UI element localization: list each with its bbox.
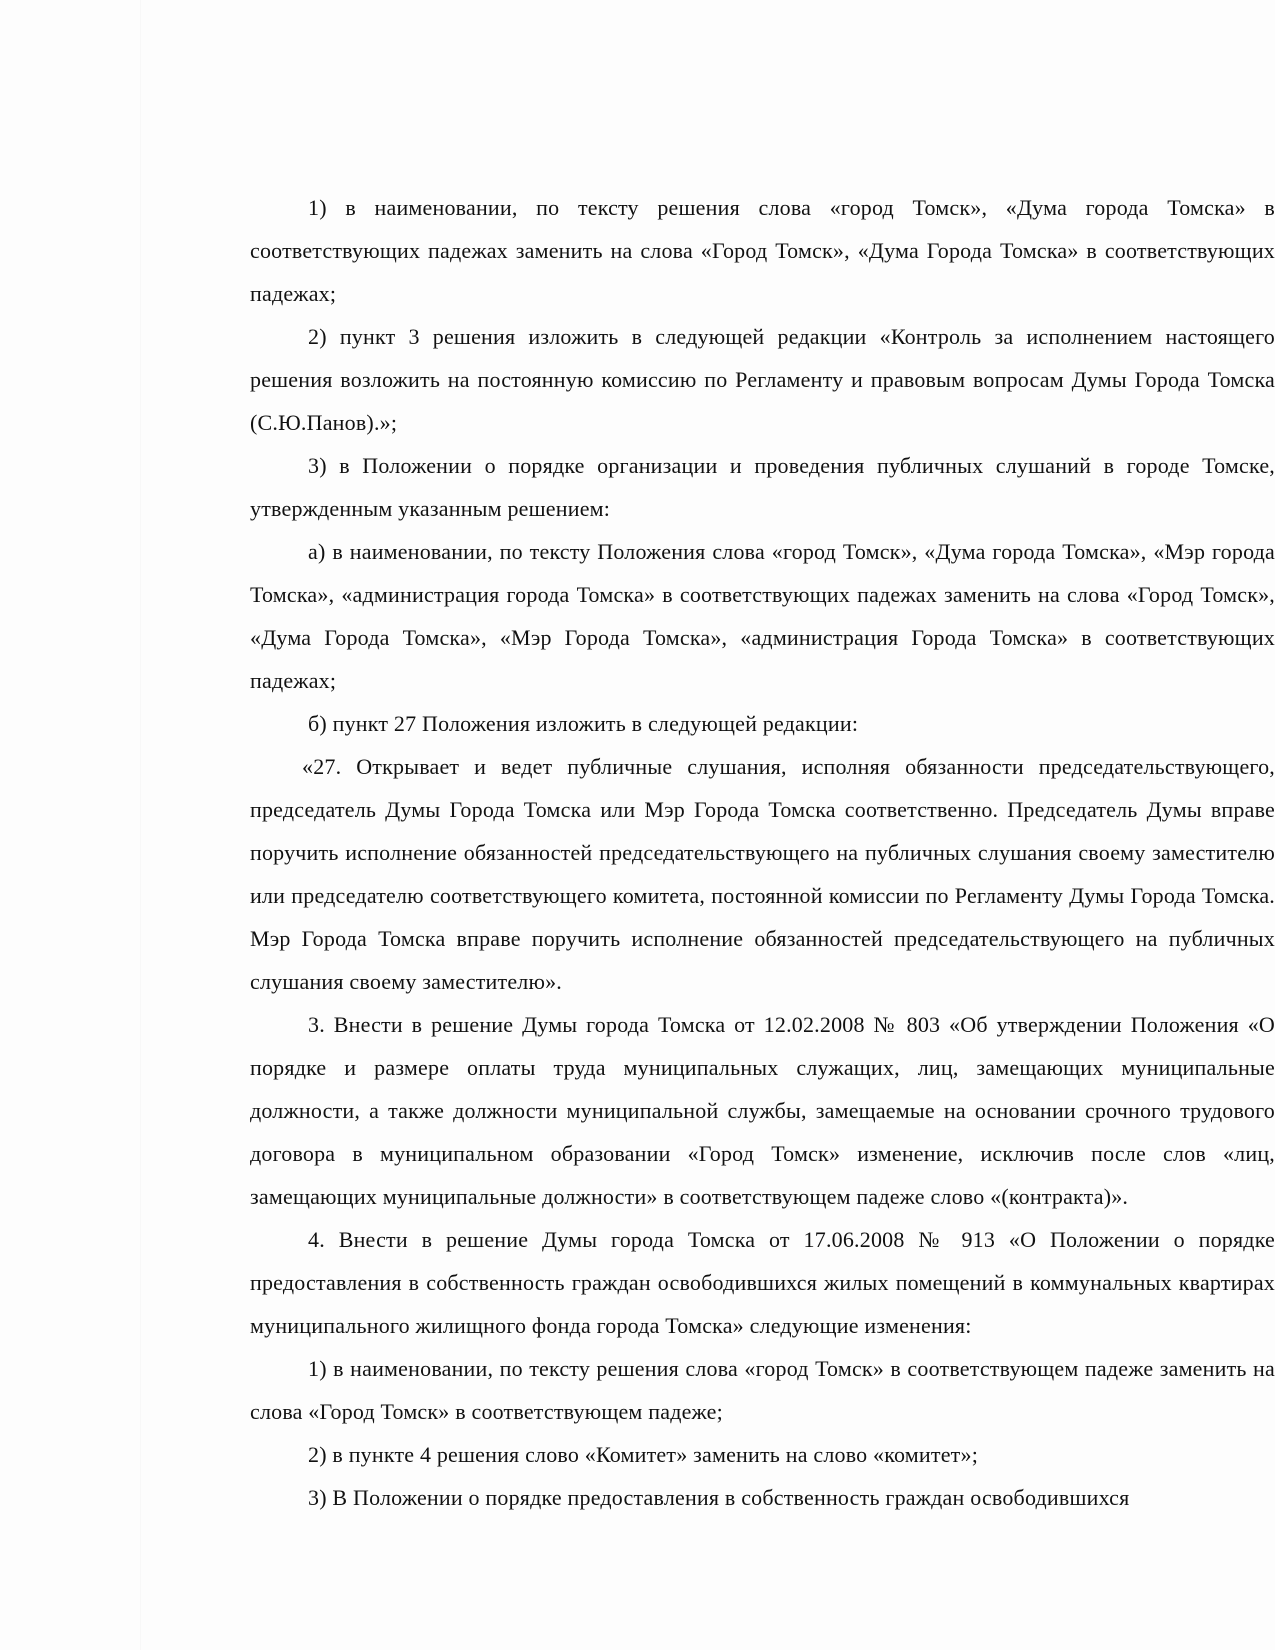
- document-body: [250, 186, 1275, 1519]
- paragraph-quote-27: «27. Открывает и ведет публичные слушания, исполняя обязанности председательствующего, председатель Думы Города Томска или Мэр Города Томска соответственно. Председатель Думы вправе поручить исполнение обязанностей председательствующего на публичных слушания своему заместителю или председателю соответствующего комитета, постоянной комиссии по Регламенту Думы Города Томска. Мэр Города Томска вправе поручить исполнение обязанностей председательствующего на публичных слушания своему заместителю».: [250, 754, 1275, 994]
- paragraph-2: 2) пункт 3 решения изложить в следующей редакции «Контроль за исполнением настоящего решения возложить на постоянную комиссию по Регламенту и правовым вопросам Думы Города Томска (С.Ю.Панов).»;: [250, 324, 1275, 435]
- paragraph-item-4: 4. Внести в решение Думы города Томска от 17.06.2008 № 913 «О Положении о порядке предоставления в собственность граждан освободившихся жилых помещений в коммунальных квартирах муниципального жилищного фонда города Томска» следующие изменения:: [250, 1227, 1275, 1338]
- paragraph-4-3: 3) В Положении о порядке предоставления в собственность граждан освободившихся: [308, 1485, 1130, 1510]
- paragraph-item-3: 3. Внести в решение Думы города Томска от 12.02.2008 № 803 «Об утверждении Положения «О порядке и размере оплаты труда муниципальных служащих, лиц, замещающих муниципальные должности, а также должности муниципальной службы, замещаемые на основании срочного трудового договора в муниципальном образовании «Город Томск» изменение, исключив после слов «лиц, замещающих муниципальные должности» в соответствующем падеже слово «(контракта)».: [250, 1012, 1275, 1209]
- paragraph-4-1: 1) в наименовании, по тексту решения слова «город Томск» в соответствующем падеже заменить на слова «Город Томск» в соответствующем падеже;: [250, 1356, 1275, 1424]
- paragraph-4-2: 2) в пункте 4 решения слово «Комитет» заменить на слово «комитет»;: [308, 1442, 979, 1467]
- paragraph-3: 3) в Положении о порядке организации и проведения публичных слушаний в городе Томске, утвержденным указанным решением:: [250, 453, 1275, 521]
- paragraph-3a: а) в наименовании, по тексту Положения слова «город Томск», «Дума города Томска», «Мэр города Томска», «администрация города Томска» в соответствующих падежах заменить на слова «Город Томск», «Дума Города Томска», «Мэр Города Томска», «администрация Города Томска» в соответствующих падежах;: [250, 539, 1275, 693]
- paragraph-3b: б) пункт 27 Положения изложить в следующей редакции:: [308, 711, 859, 736]
- scan-shadow: [140, 0, 141, 1650]
- paragraph-1: 1) в наименовании, по тексту решения слова «город Томск», «Дума города Томска» в соответствующих падежах заменить на слова «Город Томск», «Дума Города Томска» в соответствующих падежах;: [250, 195, 1275, 306]
